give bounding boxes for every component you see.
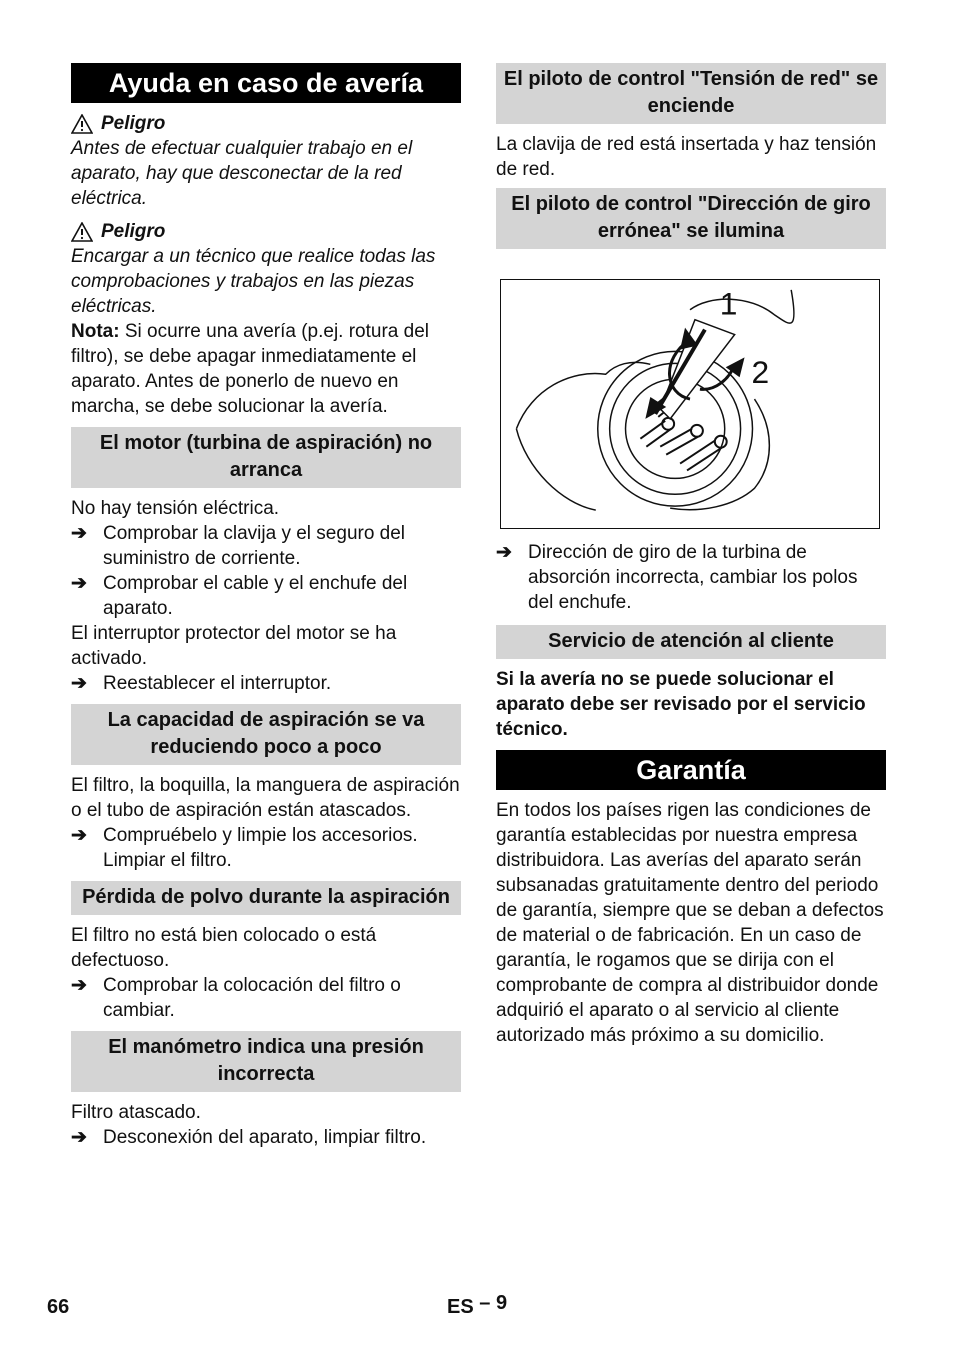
arrow-right-icon: ➔ [71,1127,87,1148]
step-text: Desconexión del aparato, limpiar filtro. [103,1127,427,1148]
plug-rotation-illustration [500,279,880,529]
step-text: Comprobar el cable y el enchufe del aparato. [103,573,408,619]
step-text: Compruébelo y limpie los accesorios. Limpiar el filtro. [103,825,418,871]
section-title-warranty: Garantía [496,750,886,790]
subsection-title: Servicio de atención al cliente [496,625,886,659]
service-text: Si la avería no se puede solucionar el aparato debe ser revisado por el servicio técnico. [496,669,866,740]
subsection-title: El piloto de control "Tensión de red" se enciende [496,63,886,124]
footer-lang [447,1292,508,1319]
step-item [71,1125,461,1150]
step-text: Dirección de giro de la turbina de absorción incorrecta, cambiar los polos del enchufe. [528,542,858,613]
step-item [496,540,886,615]
page-number: 66 [47,1296,70,1318]
note-paragraph [71,319,461,419]
step-item [71,521,461,571]
warning-triangle-icon [71,114,93,134]
step-item [71,571,461,621]
note-label: Nota: [71,321,120,342]
arrow-right-icon: ➔ [71,523,87,544]
figure-label-2: 2 [751,354,770,391]
step-text: Comprobar la colocación del filtro o cambiar. [103,975,401,1021]
cause-text: El filtro no está bien colocado o está defectuoso. [71,925,377,971]
subsection-title: El motor (turbina de aspiración) no arranca [71,427,461,488]
subsection-title: Pérdida de polvo durante la aspiración [71,881,461,915]
step-item [71,973,461,1023]
subsection-title: La capacidad de aspiración se va reduciendo poco a poco [71,704,461,765]
warning-label [71,219,461,244]
arrow-right-icon: ➔ [71,825,87,846]
cause-text: No hay tensión eléctrica. [71,498,280,519]
arrow-right-icon: ➔ [71,573,87,594]
warning-label-text: Peligro [101,221,166,242]
cause-text: El interruptor protector del motor se ha activado. [71,623,397,669]
cause-text: El filtro, la boquilla, la manguera de aspiración o el tubo de aspiración están atascados. [71,775,460,821]
right-column [496,63,886,1048]
figure-label-1: 1 [719,285,738,322]
arrow-right-icon: ➔ [496,542,512,563]
warranty-text: En todos los países rigen las condiciones de garantía establecidas por nuestra empresa distribuidora. Las averías del aparato serán subsanadas gratuitamente dentro del periodo de garantía, siempre que se deban a defectos de material o de fabricación. En un caso de garantía, le rogamos que se dirija con el comprobante de compra al distribuidor donde adquirió el aparato o al servicio al cliente autorizado más próximo a su domicilio. [496,800,884,1046]
step-item [71,671,461,696]
step-item [71,823,461,873]
footer-lang-code: ES [447,1296,474,1318]
step-text: Reestablecer el interruptor. [103,673,332,694]
note-text: Si ocurre una avería (p.ej. rotura del filtro), se debe apagar inmediatamente el aparato. Antes de ponerlo de nuevo en marcha, se debe solucionar la avería. [71,321,429,417]
warning-text: Antes de efectuar cualquier trabajo en el aparato, hay que desconectar de la red eléctrica. [71,138,413,209]
footer-section-number: 9 [495,1292,508,1314]
arrow-right-icon: ➔ [71,673,87,694]
cause-text: Filtro atascado. [71,1102,201,1123]
warning-text: Encargar a un técnico que realice todas las comprobaciones y trabajos en las piezas eléctricas. [71,246,436,317]
warning-label [71,111,461,136]
cause-text: La clavija de red está insertada y haz tensión de red. [496,134,877,180]
warning-triangle-icon [71,222,93,242]
footer-separator: – [479,1292,491,1314]
left-column [71,63,461,1150]
warning-label-text: Peligro [101,113,166,134]
arrow-right-icon: ➔ [71,975,87,996]
subsection-title: El piloto de control "Dirección de giro errónea" se ilumina [496,188,886,249]
subsection-title: El manómetro indica una presión incorrecta [71,1031,461,1092]
section-title-troubleshooting: Ayuda en caso de avería [71,63,461,103]
step-text: Comprobar la clavija y el seguro del suministro de corriente. [103,523,406,569]
